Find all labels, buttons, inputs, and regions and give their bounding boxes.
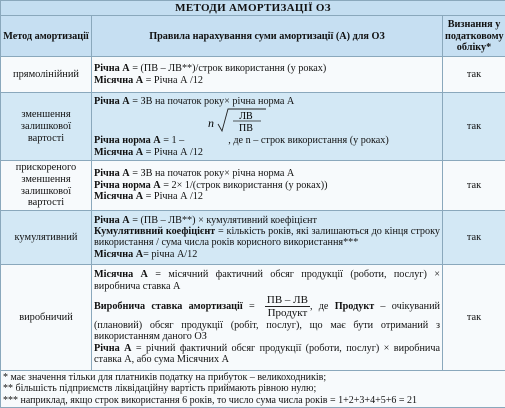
rule-text: = 1 – <box>161 135 185 146</box>
tax-recognition: так <box>443 93 505 161</box>
root-index: n <box>208 116 214 130</box>
rule-label: Річна А <box>94 215 130 226</box>
rule-text: , де <box>310 301 335 312</box>
root-symbol <box>206 107 286 135</box>
rule-label: Річна А <box>94 343 132 354</box>
fraction-numerator: ПВ – ЛВ <box>265 294 310 307</box>
rate-fraction <box>265 294 310 320</box>
rule-text: = Річна А /12 <box>143 75 203 86</box>
rule-label: Річна норма А <box>94 135 161 146</box>
rules-cell <box>92 210 443 264</box>
rule-text: = 2× 1/(строк використання (у роках)) <box>161 180 328 191</box>
row-straight-line <box>1 57 505 93</box>
rule-text: = місячний фактичний обсяг продукції (роботи, послуг) × виробнича ставка А <box>94 269 440 291</box>
header-rules: Правила нарахування суми амортизації (А) для ОЗ <box>92 16 443 57</box>
method-name: виробничий <box>1 264 92 370</box>
tax-recognition: так <box>443 57 505 93</box>
rule-label: Річна А <box>94 96 130 107</box>
row-reducing-balance <box>1 93 505 161</box>
rule-text: = ЗВ на початок року× річна норма А <box>130 168 295 179</box>
equals-sign: = <box>243 301 261 312</box>
rules-cell <box>92 57 443 93</box>
footnote: *** наприклад, якщо строк використання 6 років, то число сума числа років = 1+2+3+4+5+6 = 21 <box>3 395 503 407</box>
root-denominator: ПВ <box>239 123 253 134</box>
rule-text: = річна А/12 <box>143 249 197 260</box>
rule-label: Місячна А <box>94 269 148 280</box>
method-name: прямолінійний <box>1 57 92 93</box>
rule-label: Місячна А <box>94 75 143 86</box>
rule-text: = (ПВ – ЛВ**) × кумулятивний коефіцієнт <box>130 215 317 226</box>
rule-text: = (ПВ – ЛВ**)/строк використання (у роках) <box>130 63 327 74</box>
rule-label: Кумулятивний коефіцієнт <box>94 226 215 237</box>
rule-text: = Річна А /12 <box>143 191 203 202</box>
rule-label: Річна норма А <box>94 180 161 191</box>
row-cumulative <box>1 210 505 264</box>
footnotes-row <box>1 370 505 408</box>
rule-label: Виробнича ставка амортизації <box>94 301 243 312</box>
tax-recognition: так <box>443 210 505 264</box>
root-numerator: ЛВ <box>239 111 253 122</box>
footnote: ** більшість підприємств ліквідаційну вартість приймають рівною нулю; <box>3 383 503 395</box>
rules-cell <box>92 161 443 211</box>
fraction-denominator: Продукт <box>265 307 310 319</box>
header-tax: Визнання у податковому обліку* <box>443 16 505 57</box>
method-name: кумулятивний <box>1 210 92 264</box>
rules-cell <box>92 93 443 161</box>
rule-label: Місячна А <box>94 147 143 158</box>
rule-label: Місячна А <box>94 191 143 202</box>
header-method: Метод амортизації <box>1 16 92 57</box>
row-accelerated <box>1 161 505 211</box>
tax-recognition: так <box>443 161 505 211</box>
rule-text: , де n – строк використання (у роках) <box>228 135 389 146</box>
method-name: зменшення залишкової вартості <box>1 93 92 161</box>
rule-text: = кількість років, які залишаються до кінця строку використання / сума числа років корисного використання*** <box>94 226 440 248</box>
tax-recognition: так <box>443 264 505 370</box>
rule-text: = річний фактичний обсяг продукції (роботи, послуг) × виробнича ставка А, або сума Місячних А <box>94 343 440 365</box>
footnote: * має значення тільки для платників податку на прибуток – великоходників; <box>3 372 503 384</box>
rule-label: Місячна А <box>94 249 143 260</box>
rule-text: = Річна А /12 <box>143 147 203 158</box>
rule-label: Річна А <box>94 168 130 179</box>
row-production <box>1 264 505 370</box>
footnotes <box>1 370 505 408</box>
rules-cell <box>92 264 443 370</box>
table-title: МЕТОДИ АМОРТИЗАЦІЇ ОЗ <box>1 1 505 16</box>
rule-label: Річна А <box>94 63 130 74</box>
method-name: прискореного зменшення залишкової вартості <box>1 161 92 211</box>
nth-root-formula <box>94 107 440 135</box>
rule-text: – очікуваний (плановий) обсяг продукції (робіт, послуг), що має бути отриманий з використанням даного ОЗ <box>94 301 440 342</box>
rule-label: Продукт <box>335 301 375 312</box>
rule-text: = ЗВ на початок року× річна норма А <box>130 96 295 107</box>
